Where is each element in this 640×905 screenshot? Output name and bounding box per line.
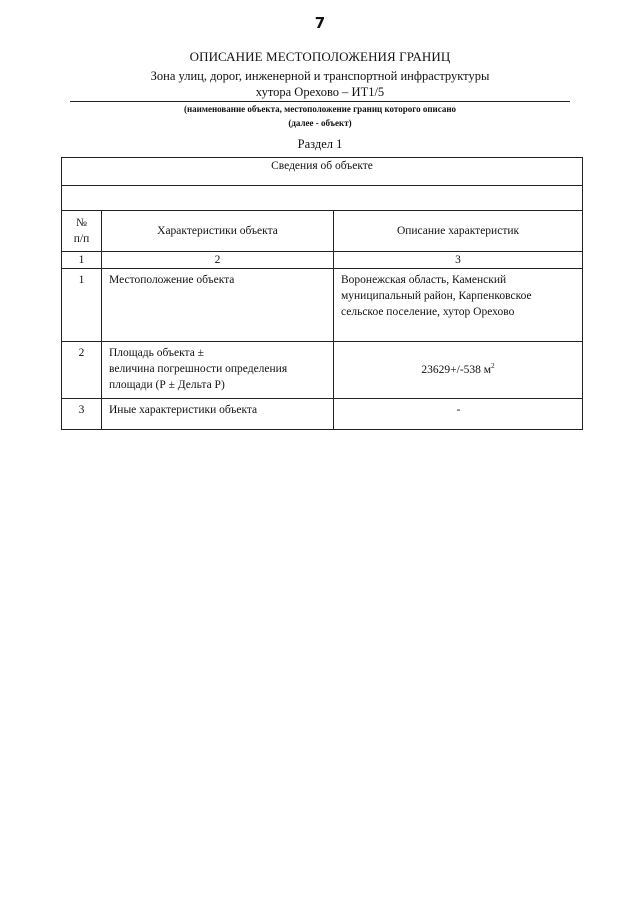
row-number: 1 — [62, 269, 102, 342]
column-number-2: 2 — [102, 252, 334, 269]
column-header-num — [62, 211, 102, 252]
row-characteristic-line: Местоположение объекта — [109, 274, 235, 286]
column-header-characteristics: Характеристики объекта — [102, 211, 334, 252]
row-characteristic — [102, 399, 334, 430]
column-header-description: Описание характеристик — [334, 211, 583, 252]
column-number-3: 3 — [334, 252, 583, 269]
column-header-num-line-2: п/п — [73, 233, 90, 245]
row-description-line: муниципальный район, Карпенковское — [341, 290, 532, 302]
column-header-row — [62, 211, 583, 252]
table-header-row — [62, 158, 583, 186]
underline-rule — [70, 101, 570, 102]
area-unit-superscript: 2 — [491, 362, 495, 371]
row-description-line: сельское поселение, хутор Орехово — [341, 306, 515, 318]
row-number: 3 — [62, 399, 102, 430]
page-number: 7 — [314, 14, 326, 32]
row-characteristic-line: Площадь объекта ± — [109, 347, 204, 359]
document-title: ОПИСАНИЕ МЕСТОПОЛОЖЕНИЯ ГРАНИЦ — [189, 49, 451, 64]
table-header: Сведения об объекте — [62, 158, 583, 186]
object-alias-note: (далее - объект) — [288, 118, 352, 128]
row-characteristic — [102, 342, 334, 399]
document-subtitle — [0, 68, 640, 100]
subtitle-line-1: Зона улиц, дорог, инженерной и транспортной инфраструктуры — [150, 69, 490, 83]
row-characteristic-line: площади (Р ± Дельта Р) — [109, 379, 225, 391]
table-row-location — [62, 269, 583, 342]
row-description: - — [334, 399, 583, 430]
subtitle-line-2: хутора Орехово – ИТ1/5 — [255, 85, 385, 99]
row-characteristic-line: Иные характеристики объекта — [109, 404, 258, 416]
row-description — [334, 269, 583, 342]
area-value: 23629+/-538 м — [421, 364, 492, 376]
column-header-num-line-1: № — [76, 217, 87, 229]
column-number-row — [62, 252, 583, 269]
object-name-note: (наименование объекта, местоположение границ которого описано — [183, 104, 457, 114]
row-number: 2 — [62, 342, 102, 399]
table-empty-row — [62, 186, 583, 211]
table-row-area — [62, 342, 583, 399]
column-number-1: 1 — [62, 252, 102, 269]
row-description-area — [334, 342, 583, 399]
table-empty-cell — [62, 186, 583, 211]
row-description-line: Воронежская область, Каменский — [341, 274, 507, 286]
row-characteristic-line: величина погрешности определения — [109, 363, 288, 375]
row-characteristic — [102, 269, 334, 342]
object-info-table — [61, 157, 583, 430]
section-label: Раздел 1 — [297, 137, 343, 151]
table-row-other — [62, 399, 583, 430]
